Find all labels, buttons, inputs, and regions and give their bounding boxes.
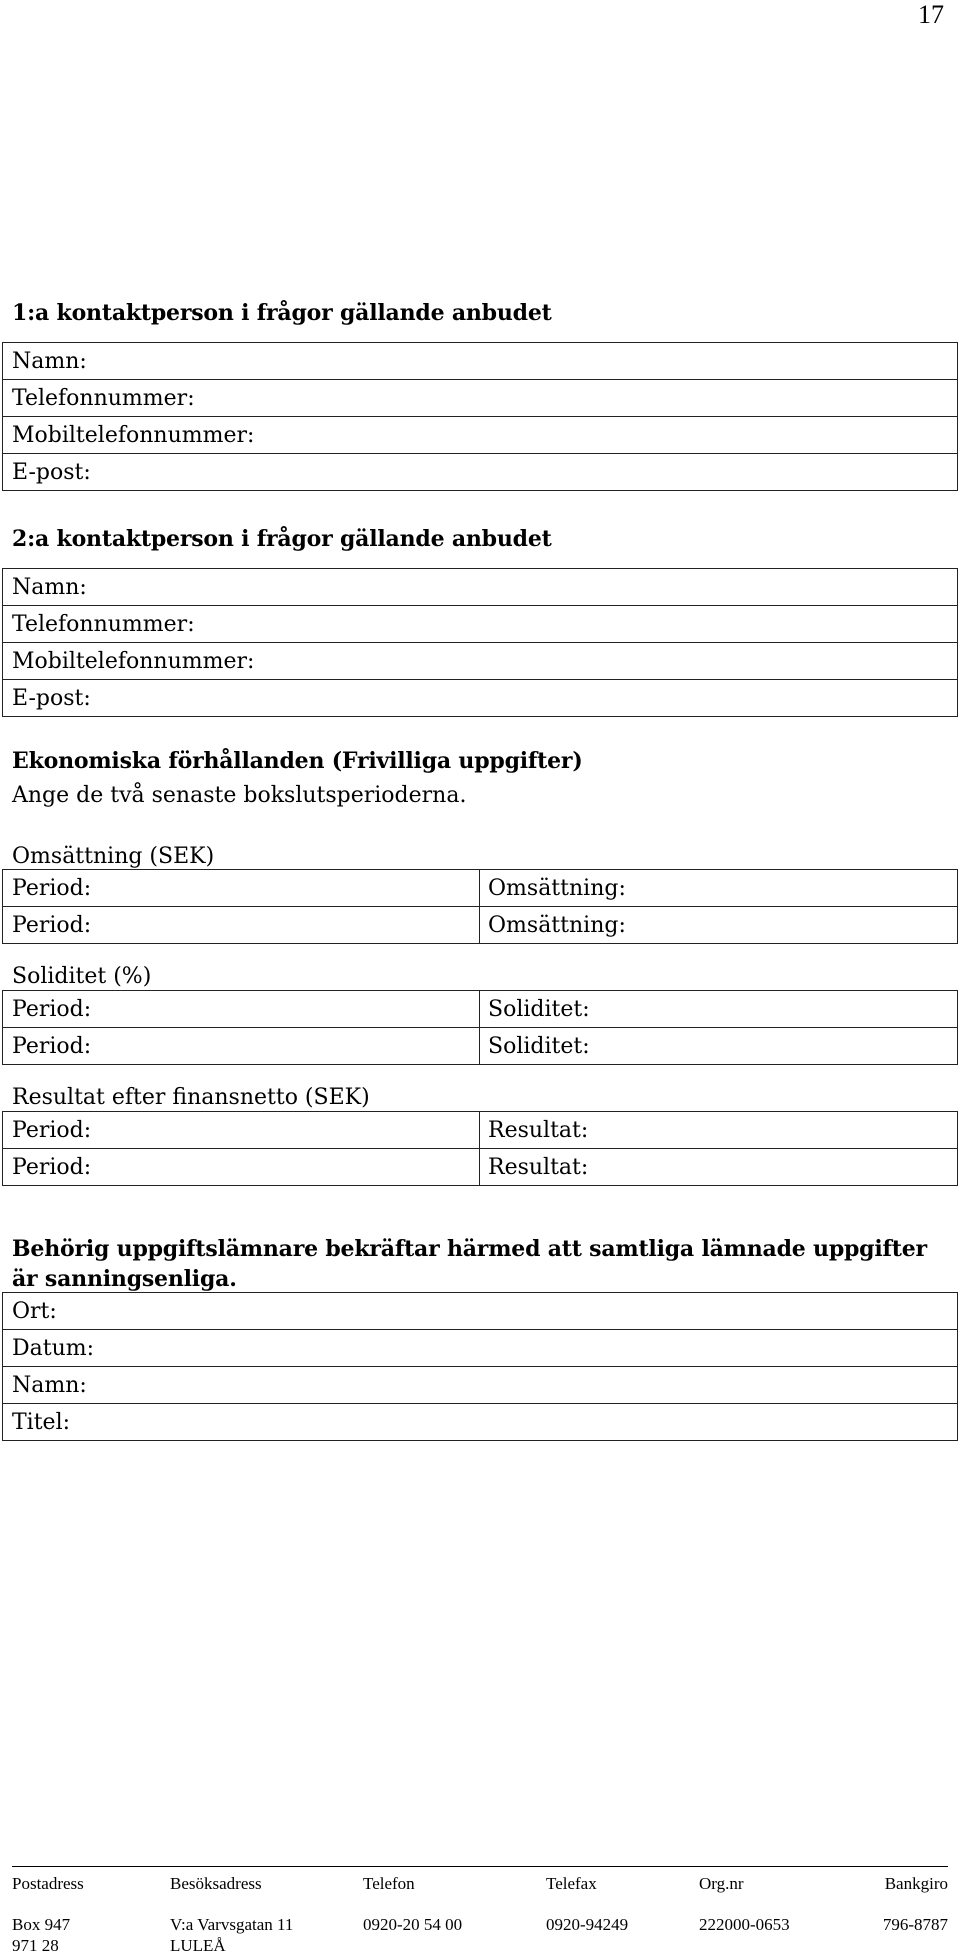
contact2-name-field[interactable]: Namn: — [3, 569, 958, 606]
turnover-table — [2, 869, 958, 944]
page-number: 17 — [918, 0, 944, 29]
footer-bankgiro-value: 796-8787 — [882, 1915, 948, 1934]
turnover-period-1[interactable]: Period: — [3, 870, 480, 907]
footer-grid — [12, 1873, 948, 1956]
result-heading: Resultat efter finansnetto (SEK) — [12, 1085, 370, 1110]
footer-postal-line1: Box 947 — [12, 1915, 71, 1934]
turnover-heading: Omsättning (SEK) — [12, 844, 215, 869]
result-table — [2, 1111, 958, 1186]
result-period-2[interactable]: Period: — [3, 1149, 480, 1186]
confirmation-table — [2, 1292, 958, 1441]
contact1-email-field[interactable]: E-post: — [3, 454, 958, 491]
solidity-period-1[interactable]: Period: — [3, 991, 480, 1028]
contact2-title: 2:a kontaktperson i frågor gällande anbudet — [12, 526, 552, 552]
confirmation-place-field[interactable]: Ort: — [3, 1293, 958, 1330]
confirmation-title-line2: är sanningsenliga. — [12, 1266, 237, 1292]
turnover-value-2[interactable]: Omsättning: — [480, 907, 958, 944]
confirmation-name-field[interactable]: Namn: — [3, 1367, 958, 1404]
footer-header-phone: Telefon — [363, 1874, 415, 1893]
contact1-name-field[interactable]: Namn: — [3, 343, 958, 380]
footer-header-orgnr: Org.nr — [699, 1874, 744, 1893]
turnover-period-2[interactable]: Period: — [3, 907, 480, 944]
contact2-email-field[interactable]: E-post: — [3, 680, 958, 717]
solidity-value-1[interactable]: Soliditet: — [480, 991, 958, 1028]
contact1-title: 1:a kontaktperson i frågor gällande anbudet — [12, 300, 552, 326]
economy-title: Ekonomiska förhållanden (Frivilliga uppgifter) — [12, 748, 583, 774]
footer-header-visit: Besöksadress — [170, 1874, 262, 1893]
footer-header-bankgiro: Bankgiro — [884, 1874, 948, 1893]
footer-postal-value — [12, 1914, 170, 1956]
contact2-phone-field[interactable]: Telefonnummer: — [3, 606, 958, 643]
footer-header-postal: Postadress — [12, 1874, 84, 1893]
result-value-1[interactable]: Resultat: — [480, 1112, 958, 1149]
footer-phone-value: 0920-20 54 00 — [363, 1915, 463, 1934]
solidity-table — [2, 990, 958, 1065]
contact1-mobile-field[interactable]: Mobiltelefonnummer: — [3, 417, 958, 454]
confirmation-title-field[interactable]: Titel: — [3, 1404, 958, 1441]
contact1-table — [2, 342, 958, 491]
economy-intro: Ange de två senaste bokslutsperioderna. — [12, 783, 467, 808]
contact1-phone-field[interactable]: Telefonnummer: — [3, 380, 958, 417]
footer-orgnr-value: 222000-0653 — [699, 1915, 790, 1934]
page-footer — [12, 1866, 948, 1956]
turnover-value-1[interactable]: Omsättning: — [480, 870, 958, 907]
contact2-mobile-field[interactable]: Mobiltelefonnummer: — [3, 643, 958, 680]
solidity-value-2[interactable]: Soliditet: — [480, 1028, 958, 1065]
solidity-heading: Soliditet (%) — [12, 964, 152, 989]
footer-divider — [12, 1866, 948, 1867]
footer-header-fax: Telefax — [546, 1874, 597, 1893]
result-value-2[interactable]: Resultat: — [480, 1149, 958, 1186]
contact2-table — [2, 568, 958, 717]
solidity-period-2[interactable]: Period: — [3, 1028, 480, 1065]
footer-visit-line2: LULEÅ — [170, 1936, 226, 1955]
footer-visit-value — [170, 1914, 363, 1956]
confirmation-date-field[interactable]: Datum: — [3, 1330, 958, 1367]
footer-fax-value: 0920-94249 — [546, 1915, 629, 1934]
footer-visit-line1: V:a Varvsgatan 11 — [170, 1915, 294, 1934]
result-period-1[interactable]: Period: — [3, 1112, 480, 1149]
confirmation-title-line1: Behörig uppgiftslämnare bekräftar härmed att samtliga lämnade uppgifter — [12, 1236, 927, 1262]
footer-postal-line2: 971 28 — [12, 1936, 59, 1955]
